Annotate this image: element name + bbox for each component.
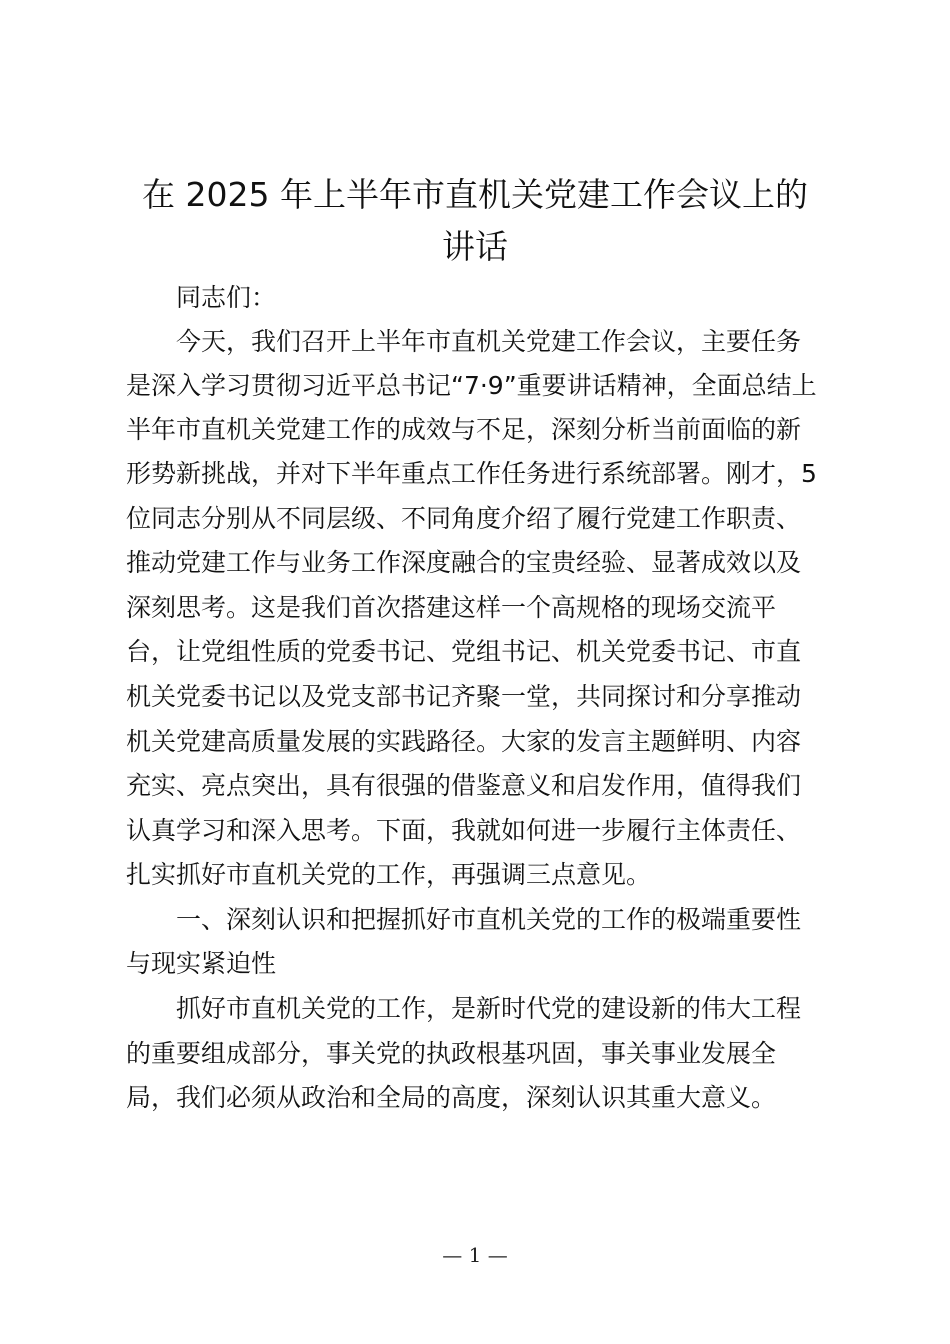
paragraph-1-line: 位同志分别从不同层级、不同角度介绍了履行党建工作职责、 [126,504,802,533]
salutation: 同志们： [176,283,277,312]
paragraph-1-line: 机关党建高质量发展的实践路径。大家的发言主题鲜明、内容 [126,727,802,756]
paragraph-1-line: 扎实抓好市直机关党的工作，再强调三点意见。 [126,860,652,889]
paragraph-1-line: 今天，我们召开上半年市直机关党建工作会议，主要任务 [176,327,802,356]
paragraph-1-line: 推动党建工作与业务工作深度融合的宝贵经验、显著成效以及 [126,548,802,577]
paragraph-1-line: 充实、亮点突出，具有很强的借鉴意义和启发作用，值得我们 [126,771,802,800]
paragraph-1-line: 机关党委书记以及党支部书记齐聚一堂，共同探讨和分享推动 [126,682,802,711]
paragraph-2-line: 抓好市直机关党的工作，是新时代党的建设新的伟大工程 [176,994,802,1023]
document-title-line-1: 在 2025 年上半年市直机关党建工作会议上的 [142,175,808,214]
paragraph-2-line: 的重要组成部分，事关党的执政根基巩固，事关事业发展全 [126,1039,777,1068]
paragraph-1-line: 半年市直机关党建工作的成效与不足，深刻分析当前面临的新 [126,415,802,444]
document-title-line-2: 讲话 [442,227,508,266]
paragraph-1-line: 是深入学习贯彻习近平总书记“7·9”重要讲话精神，全面总结上 [126,371,817,400]
paragraph-2-line: 局，我们必须从政治和全局的高度，深刻认识其重大意义。 [126,1083,777,1112]
paragraph-1-line: 深刻思考。这是我们首次搭建这样一个高规格的现场交流平 [126,593,777,622]
page-number: — 1 — [442,1243,508,1267]
section-heading-line: 与现实紧迫性 [126,949,277,978]
paragraph-1-line: 台，让党组性质的党委书记、党组书记、机关党委书记、市直 [126,637,802,666]
paragraph-1-line: 认真学习和深入思考。下面，我就如何进一步履行主体责任、 [126,816,802,845]
paragraph-1-line: 形势新挑战，并对下半年重点工作任务进行系统部署。刚才，5 [126,459,817,488]
section-heading-line: 一、深刻认识和把握抓好市直机关党的工作的极端重要性 [176,905,802,934]
